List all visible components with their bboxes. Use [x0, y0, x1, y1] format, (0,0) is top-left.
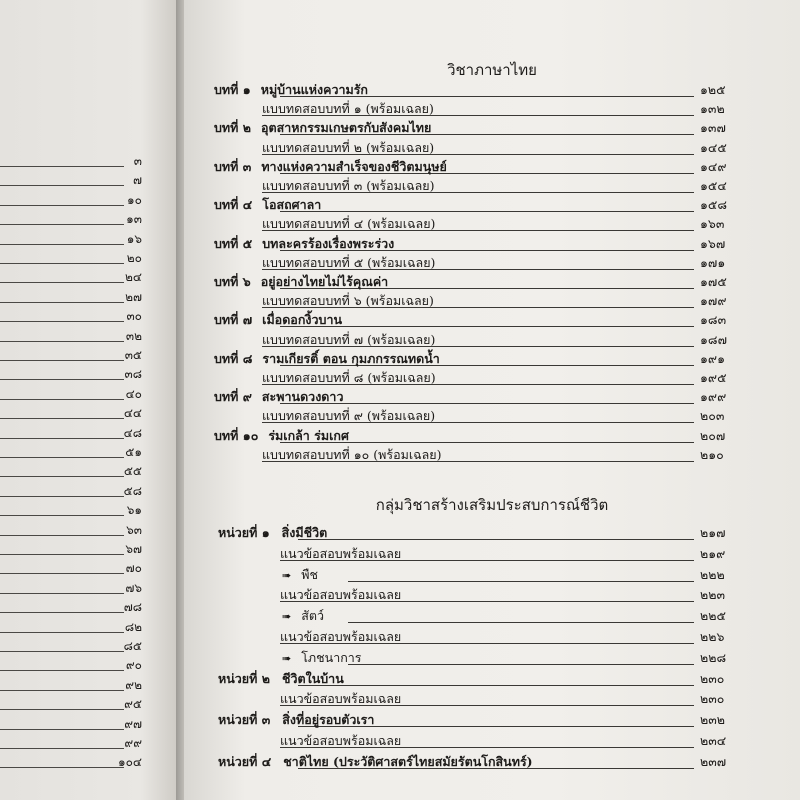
left-page-number: ๓๒ [125, 328, 142, 343]
toc-entry [218, 733, 744, 753]
leader-line [0, 341, 124, 342]
leader-line [0, 729, 124, 730]
page-number: ๑๕๘ [700, 197, 728, 213]
toc-entry [218, 629, 744, 649]
section-heading-life-experience: กลุ่มวิชาสร้างเสริมประสบการณ์ชีวิต [375, 496, 609, 514]
chapter-label [214, 234, 394, 254]
leader-line [0, 573, 124, 574]
left-page-number: ๖๑ [126, 503, 142, 518]
chapter-prefix: บทที่ ๔ [214, 197, 253, 213]
quiz-label: แบบทดสอบบทที่ ๙ (พร้อมเฉลย) [262, 408, 436, 424]
unit-title: สิ่งที่อยู่รอบตัวเรา [282, 712, 375, 728]
left-toc-row [0, 288, 164, 308]
subtopic-title: สัตว์ [301, 608, 324, 624]
quiz-label: แบบทดสอบบทที่ ๓ (พร้อมเฉลย) [262, 178, 435, 193]
left-toc-row [0, 521, 164, 541]
chapter-prefix: บทที่ ๑๐ [214, 427, 259, 443]
quiz-label: แบบทดสอบบทที่ ๑๐ (พร้อมเฉลย) [262, 446, 442, 462]
leader-line [0, 399, 124, 400]
subtopic-label [282, 606, 324, 626]
left-page-number: ๓๘ [124, 367, 142, 382]
left-toc-row [0, 656, 164, 676]
leader-line [0, 418, 124, 419]
page-number: ๒๓๗ [700, 753, 727, 769]
right-page [184, 0, 800, 800]
leader-line [0, 554, 124, 555]
chapter-title: หมู่บ้านแห่งความรัก [260, 82, 369, 97]
left-page-number: ๘๒ [124, 619, 142, 634]
page-number: ๑๓๗ [700, 120, 726, 136]
leader-line [0, 632, 124, 633]
page-number: ๑๗๕ [700, 274, 727, 289]
leader-line [0, 690, 124, 691]
leader-line [0, 360, 124, 361]
chapter-label [214, 426, 349, 446]
left-page-number: ๑๓ [126, 212, 142, 227]
page-number: ๒๒๖ [700, 629, 725, 644]
left-page-number: ๒๗ [125, 289, 142, 304]
left-page-number: ๙๒ [125, 677, 142, 692]
left-page-number: ๕๘ [123, 483, 142, 498]
exam-label: แนวข้อสอบพร้อมเฉลย [280, 545, 402, 561]
leader-line [280, 211, 694, 212]
toc-entry [214, 447, 744, 467]
left-toc-row [0, 540, 164, 560]
left-toc-row [0, 385, 164, 405]
left-page-number: ๓๕ [124, 348, 142, 362]
chapter-label [214, 272, 388, 292]
subtopic-label [282, 565, 318, 585]
leader-line [0, 185, 124, 186]
page-number: ๑๒๕ [700, 82, 726, 97]
left-toc-row [0, 268, 164, 288]
toc-entry [218, 691, 744, 711]
chapter-label [214, 118, 431, 138]
chapter-label [214, 310, 342, 330]
chapter-label [214, 387, 343, 407]
section-heading-thai: วิชาภาษาไทย [447, 61, 537, 79]
left-toc-row [0, 365, 164, 385]
left-page-number: ๗ [132, 173, 142, 188]
left-toc-row [0, 346, 164, 366]
chapter-title: บทละครร้องเรื่องพระร่วง [262, 235, 395, 251]
leader-line [0, 670, 124, 671]
left-toc-row [0, 598, 164, 618]
page-number: ๑๔๕ [700, 139, 727, 155]
page-number: ๒๓๒ [700, 712, 726, 728]
leader-line [348, 664, 694, 665]
toc-entry [218, 546, 744, 566]
page-number: ๒๒๕ [700, 608, 726, 624]
chapter-title: ร่มเกล้า ร่มเกศ [268, 427, 349, 443]
page-number: ๒๑๗ [700, 525, 726, 540]
toc-entry [218, 712, 744, 732]
left-toc-row [0, 618, 164, 638]
quiz-label: แบบทดสอบบทที่ ๒ (พร้อมเฉลย) [262, 139, 435, 155]
chapter-prefix: บทที่ ๗ [214, 312, 253, 328]
page-number: ๑๙๑ [700, 350, 726, 366]
unit-prefix: หน่วยที่ ๑ [218, 525, 270, 540]
leader-line [0, 263, 124, 264]
left-page-number: ๙๕ [124, 697, 142, 712]
leader-line [280, 326, 694, 327]
left-page-number: ๘๕ [123, 639, 142, 653]
page-number: ๑๘๓ [700, 312, 727, 328]
page-number: ๑๗๑ [700, 254, 726, 270]
chapter-label [214, 157, 447, 177]
page-number: ๒๓๔ [700, 733, 727, 748]
toc-entry [218, 567, 744, 587]
left-toc-row [0, 676, 164, 696]
unit-prefix: หน่วยที่ ๔ [218, 753, 272, 769]
leader-line [0, 379, 124, 380]
leader-line [0, 593, 124, 594]
left-toc-row [0, 734, 164, 754]
quiz-label: แบบทดสอบบทที่ ๗ (พร้อมเฉลย) [262, 331, 436, 347]
left-page-number: ๖๗ [125, 542, 142, 556]
toc-entry [218, 587, 744, 607]
leader-line [0, 767, 124, 768]
chapter-prefix: บทที่ ๒ [214, 120, 252, 136]
page-number: ๒๐๗ [700, 427, 726, 443]
left-toc-row [0, 404, 164, 424]
unit-title: ชาติไทย (ประวัติศาสตร์ไทยสมัยรัตนโกสินทร์) [283, 753, 533, 769]
chapter-label [214, 80, 368, 100]
leader-line [0, 476, 124, 477]
page-number: ๒๒๘ [700, 649, 727, 665]
page-number: ๒๒๓ [700, 587, 726, 603]
leader-line [0, 748, 124, 749]
left-toc-row [0, 307, 164, 327]
left-toc-row [0, 715, 164, 735]
page-number: ๒๓๐ [700, 691, 725, 707]
arrow-icon: ➠ [282, 610, 292, 624]
subtopic-title: โภชนาการ [301, 649, 362, 665]
leader-line [298, 539, 694, 540]
leader-line [0, 244, 124, 245]
page-number: ๑๔๙ [700, 158, 727, 174]
leader-line [0, 224, 124, 225]
quiz-label: แบบทดสอบบทที่ ๘ (พร้อมเฉลย) [262, 370, 436, 385]
subtopic-title: พืช [301, 566, 318, 582]
page-number: ๑๕๔ [700, 178, 727, 193]
toc-entry [218, 525, 744, 545]
arrow-icon: ➠ [282, 568, 292, 582]
page-number: ๑๓๒ [700, 101, 725, 117]
unit-prefix: หน่วยที่ ๓ [218, 712, 271, 728]
left-toc-row [0, 210, 164, 230]
left-page-number: ๕๑ [125, 445, 142, 459]
chapter-title: อุตสาหกรรมเกษตรกับสังคมไทย [261, 120, 432, 136]
page-number: ๒๐๓ [700, 408, 725, 424]
toc-entry [218, 650, 744, 670]
page-number: ๑๘๗ [700, 331, 727, 347]
left-page [0, 0, 176, 800]
left-toc-row [0, 230, 164, 250]
toc-entry [218, 608, 744, 628]
left-page-number: ๗๘ [123, 600, 142, 615]
left-toc-row [0, 171, 164, 191]
exam-label: แนวข้อสอบพร้อมเฉลย [280, 587, 402, 603]
left-page-number: ๙๗ [124, 716, 142, 731]
unit-label [218, 523, 327, 543]
leader-line [348, 622, 694, 623]
chapter-prefix: บทที่ ๓ [214, 158, 252, 174]
left-page-number: ๙๙ [124, 736, 142, 750]
left-toc-row [0, 152, 164, 172]
unit-label [218, 669, 344, 689]
page-number: ๒๓๐ [700, 670, 725, 686]
left-page-number: ๓๐ [126, 309, 142, 324]
chapter-label [214, 349, 440, 369]
chapter-prefix: บทที่ ๖ [214, 274, 251, 289]
chapter-label [214, 195, 321, 215]
left-page-number: ๑๐๔ [117, 755, 142, 770]
left-toc-row [0, 482, 164, 502]
unit-title: ชีวิตในบ้าน [281, 670, 344, 686]
leader-line [0, 166, 124, 167]
chapter-prefix: บทที่ ๕ [214, 235, 253, 251]
left-toc-row [0, 501, 164, 521]
left-page-number: ๙๐ [125, 658, 142, 673]
left-page-number: ๔๘ [123, 425, 142, 440]
subtopic-label [282, 648, 362, 668]
leader-line [0, 651, 124, 652]
quiz-label: แบบทดสอบบทที่ ๔ (พร้อมเฉลย) [262, 216, 436, 232]
unit-title: สิ่งมีชีวิต [281, 525, 328, 540]
exam-label: แนวข้อสอบพร้อมเฉลย [280, 733, 402, 748]
page-number: ๒๑๙ [700, 545, 726, 561]
arrow-icon: ➠ [282, 651, 292, 665]
left-page-number: ๓ [133, 154, 142, 168]
chapter-title: โอสถศาลา [262, 197, 322, 213]
chapter-prefix: บทที่ ๘ [214, 350, 253, 366]
leader-line [0, 302, 124, 303]
left-toc-row [0, 579, 164, 599]
left-toc-row [0, 191, 164, 211]
exam-label: แนวข้อสอบพร้อมเฉลย [280, 629, 402, 644]
left-page-number: ๒๐ [126, 251, 142, 265]
left-toc-row [0, 249, 164, 269]
leader-line [298, 685, 694, 686]
left-page-number: ๖๓ [126, 522, 142, 537]
left-page-number: ๔๐ [125, 386, 142, 401]
chapter-prefix: บทที่ ๑ [214, 82, 251, 97]
chapter-title: รามเกียรติ์ ตอน กุมภกรรณทดน้ำ [262, 350, 440, 366]
page-number: ๑๖๓ [700, 216, 725, 232]
left-page-number: ๕๕ [123, 464, 142, 479]
left-toc-row [0, 753, 164, 773]
leader-line [348, 581, 694, 582]
left-page-number: ๗๖ [125, 580, 142, 595]
page-number: ๒๑๐ [700, 446, 724, 462]
leader-line [0, 438, 124, 439]
leader-line [0, 496, 124, 497]
leader-line [0, 457, 124, 458]
left-page-number: ๒๔ [125, 270, 142, 285]
quiz-label: แบบทดสอบบทที่ ๖ (พร้อมเฉลย) [262, 293, 434, 309]
chapter-prefix: บทที่ ๙ [214, 389, 252, 405]
left-toc-row [0, 424, 164, 444]
chapter-title: เมื่อดอกงิ้วบาน [262, 312, 343, 328]
chapter-title: อยู่อย่างไทยไม่ไร้คุณค่า [260, 274, 389, 289]
leader-line [0, 321, 124, 322]
toc-entry [218, 671, 744, 691]
exam-label: แนวข้อสอบพร้อมเฉลย [280, 691, 402, 707]
chapter-title: ทางแห่งความสำเร็จของชีวิตมนุษย์ [261, 158, 447, 174]
left-toc-row [0, 462, 164, 482]
quiz-label: แบบทดสอบบทที่ ๑ (พร้อมเฉลย) [262, 101, 434, 117]
left-toc-row [0, 559, 164, 579]
unit-prefix: หน่วยที่ ๒ [218, 670, 270, 686]
leader-line [0, 282, 124, 283]
left-page-number: ๔๔ [123, 406, 142, 421]
left-page-number: ๑๐ [127, 192, 142, 207]
page-number: ๑๖๗ [700, 235, 726, 251]
left-toc-row [0, 695, 164, 715]
toc-entry [218, 754, 744, 774]
left-toc-row [0, 443, 164, 463]
page-number: ๒๒๒ [700, 566, 725, 582]
quiz-label: แบบทดสอบบทที่ ๕ (พร้อมเฉลย) [262, 254, 436, 270]
left-page-number: ๑๖ [126, 231, 142, 246]
left-toc-row [0, 637, 164, 657]
leader-line [0, 515, 124, 516]
page-number: ๑๗๙ [700, 293, 727, 309]
unit-label [218, 752, 533, 772]
leader-line [0, 612, 124, 613]
left-toc-row [0, 327, 164, 347]
leader-line [0, 535, 124, 536]
chapter-title: สะพานดวงดาว [261, 389, 344, 405]
page-number: ๑๙๕ [700, 370, 727, 385]
leader-line [0, 709, 124, 710]
left-page-number: ๗๐ [125, 561, 142, 576]
page-number: ๑๙๙ [700, 389, 727, 405]
leader-line [0, 205, 124, 206]
unit-label [218, 710, 374, 730]
